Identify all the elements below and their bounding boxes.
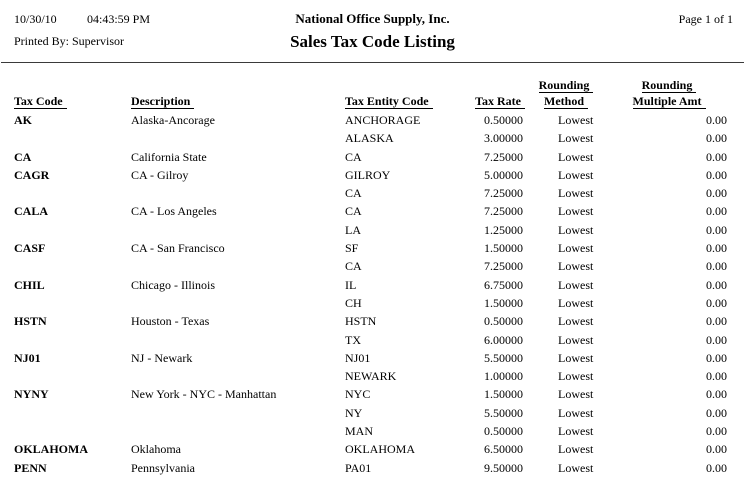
rounding-method-cell: Lowest (558, 332, 594, 347)
multiple-amt-cell: 0.00 (706, 259, 727, 274)
tax-rate-cell: 6.75000 (484, 277, 523, 292)
description-cell: CA - Gilroy (131, 167, 189, 182)
table-body (0, 111, 745, 477)
rounding-method-cell: Lowest (558, 295, 594, 310)
table-row (0, 404, 745, 422)
tax-code-cell: CASF (14, 241, 46, 256)
multiple-amt-cell: 0.00 (706, 113, 727, 127)
description-cell: California State (131, 149, 207, 164)
rounding-method-cell: Lowest (558, 277, 594, 292)
tax-entity-code-cell: LA (345, 222, 361, 237)
multiple-amt-cell: 0.00 (706, 131, 727, 146)
table-row (0, 221, 745, 239)
col-header-rounding-multiple-amt: Rounding Multiple Amt (620, 77, 718, 109)
rounding-method-cell: Lowest (558, 442, 594, 457)
rounding-method-cell: Lowest (558, 186, 594, 201)
tax-rate-cell: 7.25000 (484, 186, 523, 201)
multiple-amt-cell: 0.00 (706, 167, 727, 182)
tax-entity-code-cell: NYC (345, 387, 371, 402)
tax-code-cell: NYNY (14, 387, 49, 402)
rounding-method-cell: Lowest (558, 259, 594, 274)
company-name: National Office Supply, Inc. (295, 11, 450, 26)
multiple-amt-cell: 0.00 (706, 350, 727, 365)
description-cell: Pennsylvania (131, 460, 195, 475)
tax-rate-cell: 6.50000 (484, 442, 523, 457)
multiple-amt-cell: 0.00 (706, 295, 727, 310)
tax-entity-code-cell: TX (345, 332, 361, 347)
rounding-method-cell: Lowest (558, 222, 594, 237)
tax-code-cell: AK (14, 113, 32, 127)
rounding-method-cell: Lowest (558, 369, 594, 384)
table-row (0, 385, 745, 403)
tax-code-cell: NJ01 (14, 350, 41, 365)
tax-rate-cell: 7.25000 (484, 259, 523, 274)
table-row (0, 111, 745, 129)
tax-entity-code-cell: NJ01 (345, 350, 371, 365)
header-divider (1, 62, 744, 63)
table-row (0, 312, 745, 330)
tax-entity-code-cell: CA (345, 186, 362, 201)
report-time: 04:43:59 PM (87, 12, 151, 26)
tax-rate-cell: 1.50000 (484, 387, 523, 402)
multiple-amt-cell: 0.00 (706, 442, 727, 457)
col-header-tax-rate: Tax Rate (430, 94, 525, 109)
multiple-amt-cell: 0.00 (706, 332, 727, 347)
tax-entity-code-cell: GILROY (345, 167, 391, 182)
rounding-method-cell: Lowest (558, 350, 594, 365)
description-cell: NJ - Newark (131, 350, 193, 365)
table-row (0, 239, 745, 257)
col-header-rounding-method: Rounding Method (535, 77, 597, 109)
page-indicator: Page 1 of 1 (678, 12, 733, 26)
multiple-amt-cell: 0.00 (706, 314, 727, 329)
tax-code-cell: CALA (14, 204, 49, 219)
tax-entity-code-cell: NEWARK (345, 369, 397, 384)
tax-entity-code-cell: CH (345, 295, 362, 310)
tax-rate-cell: 5.50000 (484, 350, 523, 365)
tax-rate-cell: 6.00000 (484, 332, 523, 347)
description-cell: Houston - Texas (131, 314, 210, 329)
description-cell: Alaska-Ancorage (131, 113, 215, 127)
multiple-amt-cell: 0.00 (706, 222, 727, 237)
rounding-method-cell: Lowest (558, 149, 594, 164)
table-row (0, 148, 745, 166)
table-row (0, 257, 745, 275)
rounding-method-cell: Lowest (558, 424, 594, 439)
rounding-method-cell: Lowest (558, 131, 594, 146)
description-cell: CA - San Francisco (131, 241, 225, 256)
tax-rate-cell: 0.50000 (484, 314, 523, 329)
tax-code-cell: HSTN (14, 314, 47, 329)
table-row (0, 276, 745, 294)
multiple-amt-cell: 0.00 (706, 460, 727, 475)
tax-code-cell: CA (14, 149, 32, 164)
col-header-description: Description (131, 94, 194, 109)
report-date: 10/30/10 (14, 12, 57, 26)
rounding-method-cell: Lowest (558, 387, 594, 402)
table-row (0, 294, 745, 312)
tax-code-cell: OKLAHOMA (14, 442, 88, 457)
tax-entity-code-cell: HSTN (345, 314, 377, 329)
description-cell: Chicago - Illinois (131, 277, 215, 292)
tax-entity-code-cell: OKLAHOMA (345, 442, 415, 457)
tax-rate-cell: 9.50000 (484, 460, 523, 475)
table-row (0, 331, 745, 349)
table-row (0, 184, 745, 202)
tax-rate-cell: 7.25000 (484, 149, 523, 164)
tax-code-cell: CAGR (14, 167, 50, 182)
table-header (0, 77, 745, 110)
report-title: Sales Tax Code Listing (290, 32, 455, 51)
multiple-amt-cell: 0.00 (706, 387, 727, 402)
rounding-method-cell: Lowest (558, 241, 594, 256)
table-row (0, 349, 745, 367)
tax-entity-code-cell: CA (345, 204, 362, 219)
tax-rate-cell: 1.25000 (484, 222, 523, 237)
multiple-amt-cell: 0.00 (706, 369, 727, 384)
printed-by: Printed By: Supervisor (14, 34, 124, 48)
tax-rate-cell: 1.50000 (484, 241, 523, 256)
tax-rate-cell: 1.50000 (484, 295, 523, 310)
table-row (0, 422, 745, 440)
multiple-amt-cell: 0.00 (706, 241, 727, 256)
tax-rate-cell: 3.00000 (484, 131, 523, 146)
table-row (0, 367, 745, 385)
tax-entity-code-cell: PA01 (345, 460, 372, 475)
rounding-method-cell: Lowest (558, 167, 594, 182)
description-cell: Oklahoma (131, 442, 181, 457)
col-header-tax-entity-code: Tax Entity Code (345, 94, 433, 109)
tax-rate-cell: 5.00000 (484, 167, 523, 182)
table-row (0, 459, 745, 477)
table-row (0, 166, 745, 184)
tax-entity-code-cell: SF (345, 241, 359, 256)
tax-rate-cell: 0.50000 (484, 113, 523, 127)
table-row (0, 202, 745, 220)
tax-rate-cell: 0.50000 (484, 424, 523, 439)
multiple-amt-cell: 0.00 (706, 204, 727, 219)
tax-rate-cell: 7.25000 (484, 204, 523, 219)
multiple-amt-cell: 0.00 (706, 149, 727, 164)
tax-entity-code-cell: ANCHORAGE (345, 113, 421, 127)
multiple-amt-cell: 0.00 (706, 405, 727, 420)
tax-entity-code-cell: ALASKA (345, 131, 394, 146)
tax-code-cell: CHIL (14, 277, 45, 292)
tax-code-cell: PENN (14, 460, 47, 475)
description-cell: CA - Los Angeles (131, 204, 217, 219)
col-header-tax-code: Tax Code (14, 94, 67, 109)
rounding-method-cell: Lowest (558, 314, 594, 329)
rounding-method-cell: Lowest (558, 460, 594, 475)
table-row (0, 129, 745, 147)
rounding-method-cell: Lowest (558, 204, 594, 219)
tax-rate-cell: 1.00000 (484, 369, 523, 384)
multiple-amt-cell: 0.00 (706, 277, 727, 292)
tax-entity-code-cell: CA (345, 149, 362, 164)
tax-rate-cell: 5.50000 (484, 405, 523, 420)
rounding-method-cell: Lowest (558, 405, 594, 420)
rounding-method-cell: Lowest (558, 113, 594, 127)
tax-entity-code-cell: IL (345, 277, 357, 292)
tax-entity-code-cell: CA (345, 259, 362, 274)
tax-entity-code-cell: MAN (345, 424, 374, 439)
multiple-amt-cell: 0.00 (706, 186, 727, 201)
description-cell: New York - NYC - Manhattan (131, 387, 277, 402)
tax-entity-code-cell: NY (345, 405, 363, 420)
table-row (0, 440, 745, 458)
multiple-amt-cell: 0.00 (706, 424, 727, 439)
